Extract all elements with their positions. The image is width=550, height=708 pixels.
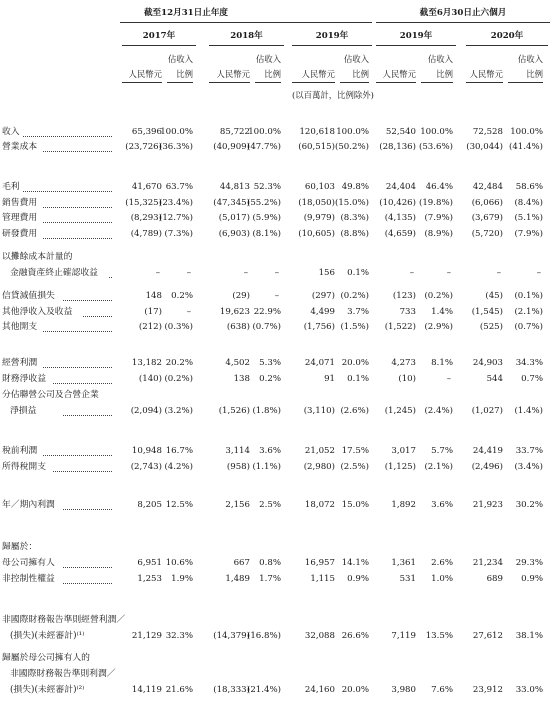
pct-cell: – (186, 307, 191, 317)
dot-leader (63, 300, 112, 301)
rmb-cell: (1,545) (471, 307, 503, 317)
rmb-cell: 24,404 (385, 182, 416, 192)
pct-cell: (1.4%) (514, 406, 543, 416)
rmb-cell: 21,052 (304, 446, 335, 456)
rmb-cell: 42,484 (472, 182, 503, 192)
pct-cell: 3.6% (259, 446, 281, 456)
column-header-underline (292, 82, 335, 83)
rmb-cell: 52,540 (385, 127, 416, 137)
dot-leader (63, 509, 112, 510)
column-pct-header: 比例 (264, 69, 281, 79)
dot-leader (43, 222, 112, 223)
pct-cell: (36.3%) (158, 142, 193, 152)
column-header-underline (167, 82, 193, 83)
pct-cell: 20.2% (165, 358, 193, 368)
rmb-cell: (30,044) (466, 142, 503, 152)
pct-cell: (50.2%) (334, 142, 369, 152)
rmb-cell: (6,066) (471, 198, 503, 208)
year-rule (292, 45, 372, 46)
pct-cell: 100.0% (248, 127, 281, 137)
year-header: 2019年 (315, 31, 349, 41)
pct-cell: (0.2%) (424, 291, 453, 301)
pct-cell: 14.1% (341, 558, 369, 568)
pct-cell: (41.4%) (508, 142, 543, 152)
pct-cell: 100.0% (420, 127, 453, 137)
pct-cell: 0.1% (347, 374, 369, 384)
rmb-cell: (2,496) (471, 462, 503, 472)
rmb-cell: (60,515) (298, 142, 335, 152)
rmb-cell: (4,659) (384, 229, 416, 239)
row-label: (損失)(未經審計)⁽¹⁾ (10, 631, 85, 641)
column-header-underline (421, 82, 453, 83)
row-label: 其他淨收入及收益 (2, 307, 73, 317)
pct-cell: 38.1% (515, 631, 543, 641)
pct-cell: (0.2%) (164, 374, 193, 384)
column-header-underline (340, 82, 369, 83)
pct-cell: (0.2%) (340, 291, 369, 301)
rmb-cell: (17) (144, 307, 162, 317)
pct-cell: 8.1% (431, 358, 453, 368)
year-header: 2019年 (399, 31, 433, 41)
rmb-cell: 23,912 (472, 685, 503, 695)
year-rule (209, 45, 284, 46)
pct-cell: 17.5% (341, 446, 369, 456)
rmb-cell: 4,499 (310, 307, 335, 317)
dot-leader (43, 151, 112, 152)
dot-leader (43, 238, 112, 239)
year-header: 2017年 (142, 31, 176, 41)
pct-cell: (2.1%) (514, 307, 543, 317)
row-label: 收入 (2, 127, 20, 137)
rmb-cell: (1,526) (218, 406, 250, 416)
rmb-cell: (4,135) (384, 213, 416, 223)
row-label: 非國際財務報告準則經營利潤／ (2, 615, 126, 625)
row-label: 歸屬於： (2, 542, 38, 552)
column-rmb-header: 人民幣元 (128, 69, 162, 79)
rmb-cell: 3,980 (391, 685, 416, 695)
rmb-cell: 1,115 (310, 574, 335, 584)
rmb-cell: (525) (479, 322, 503, 332)
pct-cell: 29.3% (515, 558, 543, 568)
pct-cell: (7.9%) (514, 229, 543, 239)
pct-cell: (0.7%) (252, 322, 281, 332)
pct-cell: 21.6% (165, 685, 193, 695)
rmb-cell: 1,892 (391, 500, 416, 510)
column-pct-header: 佔收入 (427, 54, 453, 64)
column-pct-header: 比例 (436, 69, 453, 79)
row-label: 年／期內利潤 (2, 500, 55, 510)
dot-leader (23, 136, 112, 137)
pct-cell: 1.9% (171, 574, 193, 584)
rmb-cell: 14,119 (131, 685, 162, 695)
rmb-cell: (1,027) (471, 406, 503, 416)
year-rule (376, 45, 456, 46)
dot-leader (83, 316, 112, 317)
rmb-cell: (10,605) (298, 229, 335, 239)
pct-cell: (3.2%) (164, 406, 193, 416)
pct-cell: 32.3% (165, 631, 193, 641)
rmb-cell: (9,979) (303, 213, 335, 223)
rmb-cell: (45) (485, 291, 503, 301)
pct-cell: (2.1%) (424, 462, 453, 472)
pct-cell: 26.6% (341, 631, 369, 641)
rmb-cell: 10,948 (131, 446, 162, 456)
pct-cell: (8.4%) (514, 198, 543, 208)
pct-cell: – (186, 268, 191, 278)
pct-cell: 0.8% (259, 558, 281, 568)
rmb-cell: 138 (233, 374, 250, 384)
rmb-cell: (10) (398, 374, 416, 384)
row-label: 管理費用 (2, 213, 38, 223)
year-rule (466, 45, 548, 46)
pct-cell: 3.7% (347, 307, 369, 317)
pct-cell: 22.9% (253, 307, 281, 317)
pct-cell: (53.6%) (418, 142, 453, 152)
rmb-cell: (140) (138, 374, 162, 384)
pct-cell: (4.2%) (164, 462, 193, 472)
rmb-cell: (2,743) (130, 462, 162, 472)
pct-cell: (2.6%) (340, 406, 369, 416)
dot-leader (109, 277, 112, 278)
column-rmb-header: 人民幣元 (216, 69, 250, 79)
pct-cell: 13.5% (425, 631, 453, 641)
rmb-cell: (5,720) (471, 229, 503, 239)
rmb-cell: 120,618 (299, 127, 335, 137)
dot-leader (63, 415, 112, 416)
dot-leader (43, 455, 112, 456)
dot-leader (43, 331, 112, 332)
rmb-cell: 733 (399, 307, 416, 317)
pct-cell: (3.4%) (514, 462, 543, 472)
rmb-cell: (40,909) (213, 142, 250, 152)
header-group-interim: 截至6月30日止六個月 (419, 8, 507, 18)
pct-cell: – (274, 268, 279, 278)
year-header: 2020年 (490, 31, 524, 41)
pct-cell: 30.2% (515, 500, 543, 510)
pct-cell: 2.5% (259, 500, 281, 510)
rmb-cell: (1,522) (384, 322, 416, 332)
dot-leader (63, 567, 112, 568)
pct-cell: 0.2% (259, 374, 281, 384)
rmb-cell: (23,726) (125, 142, 162, 152)
dot-leader (53, 383, 112, 384)
rmb-cell: 65,396 (131, 127, 162, 137)
pct-cell: (12.7%) (158, 213, 193, 223)
column-rmb-header: 人民幣元 (382, 69, 416, 79)
pct-cell: (23.4%) (158, 198, 193, 208)
pct-cell: 49.8% (341, 182, 369, 192)
rmb-cell: (1,756) (303, 322, 335, 332)
rmb-cell: 18,072 (304, 500, 335, 510)
year-header: 2018年 (230, 31, 263, 41)
row-label: 母公司擁有人 (2, 558, 55, 568)
pct-cell: 100.0% (510, 127, 543, 137)
row-label: 財務淨收益 (2, 374, 46, 384)
rmb-cell: 2,156 (225, 500, 250, 510)
pct-cell: 3.6% (431, 500, 453, 510)
row-label: 分佔聯營公司及合營企業 (2, 390, 99, 400)
column-pct-header: 比例 (352, 69, 369, 79)
pct-cell: (2.9%) (424, 322, 453, 332)
rmb-cell: 91 (324, 374, 335, 384)
rmb-cell: (958) (226, 462, 250, 472)
rmb-cell: (15,325) (125, 198, 162, 208)
rmb-cell: (29) (232, 291, 250, 301)
dot-leader (43, 367, 112, 368)
pct-cell: 2.6% (431, 558, 453, 568)
rmb-cell: 32,088 (304, 631, 335, 641)
pct-cell: (0.3%) (164, 322, 193, 332)
row-label: 金融資產終止確認收益 (10, 268, 98, 278)
pct-cell: (7.3%) (164, 229, 193, 239)
row-label: 經營利潤 (2, 358, 38, 368)
rmb-cell: (28,136) (379, 142, 416, 152)
rmb-cell: 72,528 (472, 127, 503, 137)
rmb-cell: (2,094) (130, 406, 162, 416)
dot-leader (53, 471, 112, 472)
pct-cell: (8.1%) (252, 229, 281, 239)
pct-cell: (5.1%) (514, 213, 543, 223)
pct-cell: (0.7%) (514, 322, 543, 332)
pct-cell: 0.1% (347, 268, 369, 278)
pct-cell: 100.0% (160, 127, 193, 137)
dot-leader (63, 583, 112, 584)
row-label: 非控制性權益 (2, 574, 55, 584)
rmb-cell: 544 (486, 374, 503, 384)
rmb-cell: – (409, 268, 414, 278)
column-pct-header: 比例 (526, 69, 543, 79)
pct-cell: 7.6% (431, 685, 453, 695)
pct-cell: 1.4% (431, 307, 453, 317)
rmb-cell: (18,333) (213, 685, 250, 695)
rmb-cell: 4,502 (225, 358, 250, 368)
rmb-cell: (2,980) (303, 462, 335, 472)
pct-cell: 20.0% (341, 358, 369, 368)
pct-cell: 58.6% (515, 182, 543, 192)
row-label: 非國際財務報告準則利潤／ (10, 669, 116, 679)
pct-cell: (21.4%) (246, 685, 281, 695)
row-label: 歸屬於母公司擁有人的 (2, 653, 90, 663)
rmb-cell: 7,119 (391, 631, 416, 641)
pct-cell: 0.9% (521, 574, 543, 584)
column-header-underline (255, 82, 281, 83)
pct-cell: 10.6% (165, 558, 193, 568)
rmb-cell: 24,160 (304, 685, 335, 695)
column-header-underline (466, 82, 503, 83)
rmb-cell: 21,129 (131, 631, 162, 641)
row-label: 信貸減值損失 (2, 291, 55, 301)
row-label: 以攤餘成本計量的 (2, 252, 73, 262)
pct-cell: 15.0% (341, 500, 369, 510)
header-rule-interim (376, 22, 550, 23)
pct-cell: 0.7% (521, 374, 543, 384)
row-label: 營業成本 (2, 142, 38, 152)
pct-cell: 63.7% (165, 182, 193, 192)
rmb-cell: 148 (145, 291, 162, 301)
pct-cell: 52.3% (253, 182, 281, 192)
unit-note: (以百萬計，比例除外) (292, 90, 374, 100)
pct-cell: (5.9%) (252, 213, 281, 223)
column-header-underline (508, 82, 543, 83)
rmb-cell: 667 (233, 558, 250, 568)
rmb-cell: 16,957 (304, 558, 335, 568)
row-label: 所得稅開支 (2, 462, 46, 472)
pct-cell: (8.3%) (340, 213, 369, 223)
rmb-cell: – (155, 268, 160, 278)
rmb-cell: (6,903) (218, 229, 250, 239)
rmb-cell: 1,361 (391, 558, 416, 568)
rmb-cell: 85,722 (219, 127, 250, 137)
pct-cell: 1.7% (259, 574, 281, 584)
pct-cell: 0.2% (171, 291, 193, 301)
rmb-cell: (212) (138, 322, 162, 332)
pct-cell: (8.9%) (424, 229, 453, 239)
rmb-cell: 3,017 (391, 446, 416, 456)
pct-cell: 33.0% (515, 685, 543, 695)
pct-cell: (0.1%) (514, 291, 543, 301)
pct-cell: 34.3% (515, 358, 543, 368)
column-pct-header: 佔收入 (517, 54, 543, 64)
pct-cell: (7.9%) (424, 213, 453, 223)
rmb-cell: 6,951 (137, 558, 162, 568)
row-label: 銷售費用 (2, 198, 38, 208)
column-pct-header: 佔收入 (255, 54, 281, 64)
column-header-underline (209, 82, 250, 83)
pct-cell: (8.8%) (340, 229, 369, 239)
row-label: 稅前利潤 (2, 446, 38, 456)
rmb-cell: 21,234 (472, 558, 503, 568)
rmb-cell: (5,017) (218, 213, 250, 223)
column-rmb-header: 人民幣元 (469, 69, 503, 79)
rmb-cell: 689 (486, 574, 503, 584)
pct-cell: (2.5%) (340, 462, 369, 472)
pct-cell: (19.8%) (418, 198, 453, 208)
rmb-cell: – (243, 268, 248, 278)
rmb-cell: 156 (318, 268, 335, 278)
pct-cell: (55.2%) (246, 198, 281, 208)
pct-cell: 12.5% (165, 500, 193, 510)
column-pct-header: 佔收入 (343, 54, 369, 64)
pct-cell: (47.7%) (246, 142, 281, 152)
rmb-cell: 19,623 (219, 307, 250, 317)
pct-cell: 1.0% (431, 574, 453, 584)
rmb-cell: 1,489 (225, 574, 250, 584)
rmb-cell: 24,903 (472, 358, 503, 368)
pct-cell: (1.5%) (340, 322, 369, 332)
rmb-cell: 24,419 (472, 446, 503, 456)
pct-cell: 0.9% (347, 574, 369, 584)
pct-cell: (1.8%) (252, 406, 281, 416)
rmb-cell: (14,379) (213, 631, 250, 641)
row-label: (損失)(未經審計)⁽²⁾ (10, 685, 85, 695)
rmb-cell: 41,670 (131, 182, 162, 192)
rmb-cell: 27,612 (472, 631, 503, 641)
rmb-cell: 4,273 (391, 358, 416, 368)
column-rmb-header: 人民幣元 (301, 69, 335, 79)
column-header-underline (376, 82, 416, 83)
row-label: 其他開支 (2, 322, 38, 332)
rmb-cell: 3,114 (225, 446, 250, 456)
rmb-cell: 44,813 (219, 182, 250, 192)
rmb-cell: (8,293) (130, 213, 162, 223)
pct-cell: (1.1%) (252, 462, 281, 472)
header-group-annual: 截至12月31日止年度 (143, 8, 229, 18)
rmb-cell: 1,253 (137, 574, 162, 584)
rmb-cell: (1,245) (384, 406, 416, 416)
rmb-cell: 21,923 (472, 500, 503, 510)
rmb-cell: (1,125) (384, 462, 416, 472)
rmb-cell: (123) (392, 291, 416, 301)
pct-cell: – (274, 291, 279, 301)
rmb-cell: 13,182 (131, 358, 162, 368)
rmb-cell: (18,050) (298, 198, 335, 208)
rmb-cell: (297) (311, 291, 335, 301)
pct-cell: 20.0% (341, 685, 369, 695)
pct-cell: (15.0%) (334, 198, 369, 208)
rmb-cell: (638) (226, 322, 250, 332)
pct-cell: – (446, 268, 451, 278)
rmb-cell: (3,110) (303, 406, 335, 416)
rmb-cell: 24,071 (304, 358, 335, 368)
dot-leader (23, 191, 112, 192)
rmb-cell: (10,426) (379, 198, 416, 208)
pct-cell: – (446, 374, 451, 384)
pct-cell: 100.0% (336, 127, 369, 137)
pct-cell: 5.3% (259, 358, 281, 368)
column-pct-header: 佔收入 (167, 54, 193, 64)
pct-cell: 16.7% (165, 446, 193, 456)
rmb-cell: 8,205 (137, 500, 162, 510)
rmb-cell: (47,345) (213, 198, 250, 208)
pct-cell: (2.4%) (424, 406, 453, 416)
column-header-underline (122, 82, 162, 83)
year-rule (122, 45, 196, 46)
pct-cell: 46.4% (425, 182, 453, 192)
rmb-cell: (4,789) (130, 229, 162, 239)
column-pct-header: 比例 (176, 69, 193, 79)
pct-cell: – (536, 268, 541, 278)
header-rule-annual (120, 22, 372, 23)
row-label: 研發費用 (2, 229, 38, 239)
row-label: 淨損益 (10, 406, 37, 416)
rmb-cell: 531 (399, 574, 416, 584)
rmb-cell: 60,103 (304, 182, 335, 192)
pct-cell: 5.7% (431, 446, 453, 456)
rmb-cell: – (496, 268, 501, 278)
pct-cell: (16.8%) (246, 631, 281, 641)
row-label: 毛利 (2, 182, 20, 192)
rmb-cell: (3,679) (471, 213, 503, 223)
dot-leader (43, 207, 112, 208)
pct-cell: 33.7% (515, 446, 543, 456)
